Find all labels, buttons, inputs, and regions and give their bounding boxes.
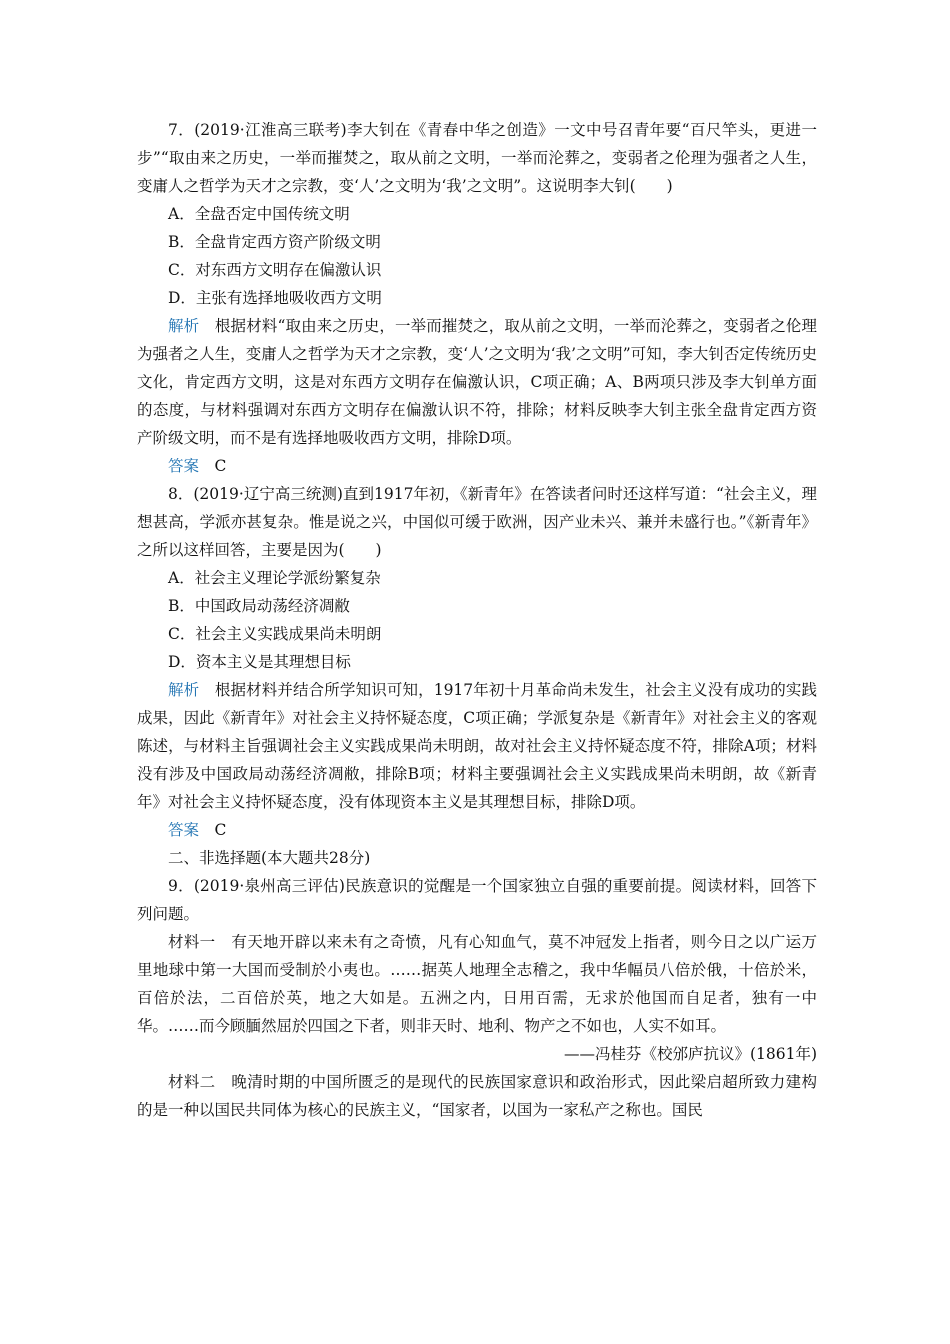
q8-analysis-text: 根据材料并结合所学知识可知，1917年初十月革命尚未发生，社会主义没有成功的实践成果，因此《新青年》对社会主义持怀疑态度，C项正确；学派复杂是《新青年》对社会主义的客观陈述，与材料主旨强调社会主义实践成果尚未明朗，故对社会主义持怀疑态度不符，排除A项；材料没有涉及中国政局动荡经济凋敝，排除B项；材料主要强调社会主义实践成果尚未明朗，故《新青年》对社会主义持怀疑态度，没有体现资本主义是其理想目标，排除D项。 (137, 681, 817, 811)
q8-option-a: A．社会主义理论学派纷繁复杂 (168, 569, 381, 587)
q8-answer (137, 816, 817, 844)
q7-option-d: D．主张有选择地吸收西方文明 (168, 289, 382, 307)
q7-option-a: A．全盘否定中国传统文明 (168, 205, 350, 223)
q7-answer (137, 452, 817, 480)
q7-analysis-label: 解析 (168, 317, 200, 335)
q7-answer-value: C (214, 457, 227, 475)
q7-option-c: C．对东西方文明存在偏激认识 (168, 261, 382, 279)
q8-analysis-label: 解析 (168, 681, 200, 699)
section-heading: 二、非选择题(本大题共28分) (168, 849, 371, 867)
q8-answer-value: C (214, 821, 227, 839)
q7-stem: 7．(2019·江淮高三联考)李大钊在《青春中华之创造》一文中号召青年要“百尺竿头，更进一步”“取由来之历史，一举而摧焚之，取从前之文明，一举而沦葬之，变弱者之伦理为强者之人生，变庸人之哲学为天才之宗教，变‘人’之文明为‘我’之文明”。这说明李大钊( ) (137, 121, 817, 195)
q9-material-1 (137, 928, 817, 1040)
q7-answer-label: 答案 (168, 457, 200, 475)
page-content (137, 116, 817, 1124)
q7-analysis (137, 312, 817, 452)
q9-material-1-text: 有天地开辟以来未有之奇愤，凡有心知血气，莫不冲冠发上指者，则今日之以广运万里地球中第一大国而受制於小夷也。……据英人地理全志稽之，我中华幅员八倍於俄，十倍於米，百倍於法，二百倍於英，地之大如是。五洲之内，日用百需，无求於他国而自足者，独有一中华。……而今顾腼然屈於四国之下者，则非天时、地利、物产之不如也，人实不如耳。 (137, 933, 817, 1035)
q8-option-b: B．中国政局动荡经济凋敝 (168, 597, 350, 615)
q8-stem: 8．(2019·辽宁高三统测)直到1917年初，《新青年》在答读者问时还这样写道：“社会主义，理想甚高，学派亦甚复杂。惟是说之兴，中国似可缓于欧洲，因产业未兴、兼并未盛行也。”《新青年》之所以这样回答，主要是因为( ) (137, 485, 817, 559)
q9-material-2-text: 晚清时期的中国所匮乏的是现代的民族国家意识和政治形式，因此梁启超所致力建构的是一种以国民共同体为核心的民族主义，“国家者，以国为一家私产之称也。国民 (137, 1073, 817, 1119)
q7-option-b: B．全盘肯定西方资产阶级文明 (168, 233, 381, 251)
q8-analysis (137, 676, 817, 816)
q9-material-1-label: 材料一 (168, 933, 216, 951)
q9-material-2-label: 材料二 (168, 1073, 216, 1091)
q8-option-c: C．社会主义实践成果尚未明朗 (168, 625, 382, 643)
q9-material-1-source: ——冯桂芬《校邠庐抗议》(1861年) (563, 1045, 817, 1063)
q9-stem: 9．(2019·泉州高三评估)民族意识的觉醒是一个国家独立自强的重要前提。阅读材料，回答下列问题。 (137, 877, 817, 923)
q8-answer-label: 答案 (168, 821, 200, 839)
q9-material-2 (137, 1068, 817, 1124)
q8-option-d: D．资本主义是其理想目标 (168, 653, 351, 671)
q7-analysis-text: 根据材料“取由来之历史，一举而摧焚之，取从前之文明，一举而沦葬之，变弱者之伦理为强者之人生，变庸人之哲学为天才之宗教，变‘人’之文明为‘我’之文明”可知，李大钊否定传统历史文化，肯定西方文明，这是对东西方文明存在偏激认识，C项正确；A、B两项只涉及李大钊单方面的态度，与材料强调对东西方文明存在偏激认识不符，排除；材料反映李大钊主张全盘肯定西方资产阶级文明，而不是有选择地吸收西方文明，排除D项。 (137, 317, 817, 447)
